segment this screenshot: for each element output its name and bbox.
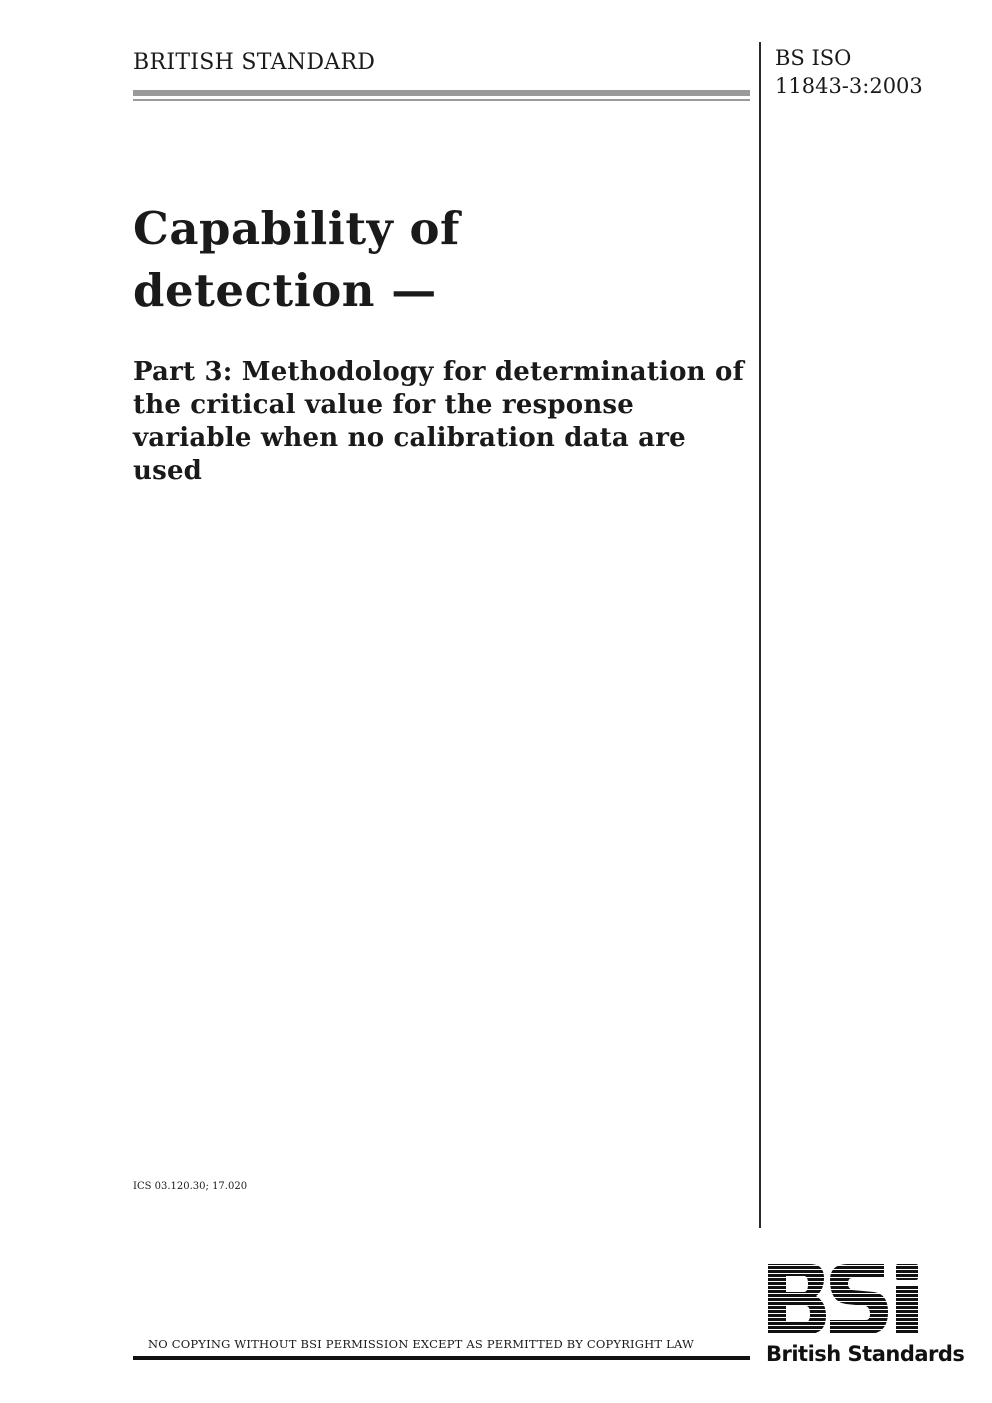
- series-label: BRITISH STANDARD: [133, 50, 376, 75]
- bsi-logo: [766, 1262, 946, 1336]
- ics-code: ICS 03.120.30; 17.020: [133, 1181, 248, 1192]
- document-number-line2: 11843-3:2003: [775, 74, 923, 98]
- header-rule-thin: [133, 99, 750, 101]
- title-line1: Capability of: [133, 202, 460, 255]
- document-number: [775, 44, 923, 100]
- header-rule-thick: [133, 90, 750, 96]
- document-number-line1: BS ISO: [775, 46, 852, 70]
- document-subtitle: Part 3: Methodology for determination of the critical value for the response variable when no calibration data are used: [133, 357, 744, 486]
- logo-subtitle: British Standards: [766, 1342, 965, 1366]
- title-line2: detection —: [133, 264, 437, 317]
- document-title: [133, 198, 733, 322]
- copyright-notice: NO COPYING WITHOUT BSI PERMISSION EXCEPT AS PERMITTED BY COPYRIGHT LAW: [148, 1337, 695, 1351]
- vertical-divider: [759, 42, 761, 1228]
- footer-rule: [133, 1356, 750, 1360]
